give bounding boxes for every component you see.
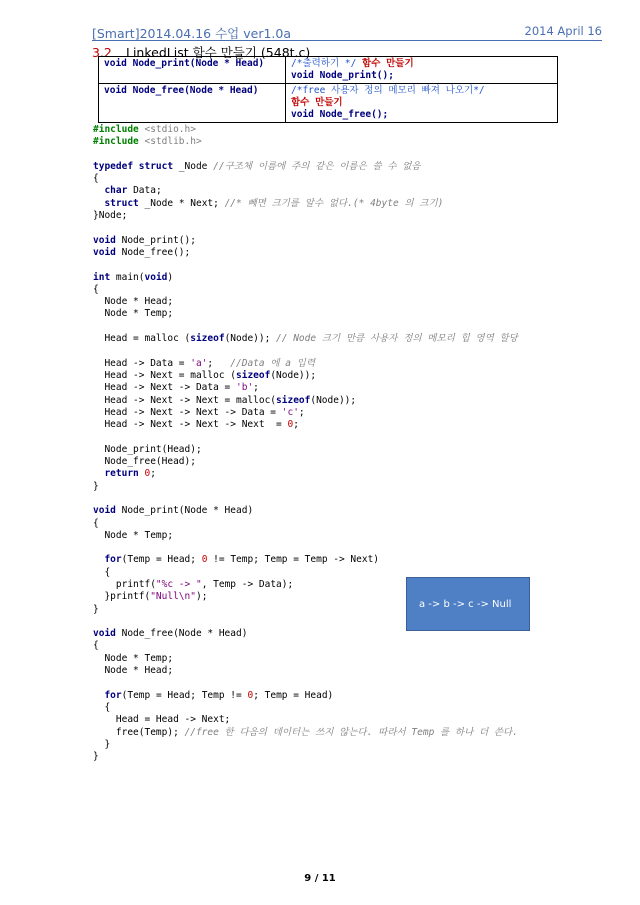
char-literal: 'c' <box>281 406 299 418</box>
numeric-literal: 0 <box>247 689 254 701</box>
page-number: 9 / 11 <box>304 873 336 884</box>
function-description <box>286 84 558 123</box>
code-comment: //free 한 다음의 데이터는 쓰지 않는다. 따라서 Temp 를 하나 더 쓴다. <box>184 726 518 738</box>
code-comment: //Data 에 a 입력 <box>230 357 316 369</box>
section-title: LinkedList 함수 만들기 (548t.c) <box>126 45 311 60</box>
numeric-literal: 0 <box>201 554 208 566</box>
code-comment: // Node 크기 만큼 사용자 정의 메모리 힙 영역 할당 <box>276 333 518 345</box>
page-header <box>92 24 602 41</box>
table-row <box>99 57 558 84</box>
comment-text-red: 함수 만들기 <box>291 97 343 108</box>
function-description <box>286 57 558 84</box>
include-file: <stdio.h> <box>138 124 196 135</box>
function-declaration <box>99 84 286 123</box>
function-declaration <box>99 57 286 84</box>
char-literal: 'a' <box>190 357 208 369</box>
code-comment: //구조체 이름에 주의 같은 이름은 쓸 수 없음 <box>213 160 421 172</box>
string-literal: "Null\n" <box>150 591 196 603</box>
output-note-text: a -> b -> c -> Null <box>419 598 512 610</box>
numeric-literal: 0 <box>144 468 151 480</box>
section-number: 3.2 <box>92 45 112 60</box>
code-listing: #include <stdio.h> #include <stdlib.h> typedef struct _Node //구조체 이름에 주의 같은 이름은 쓸 수 없음 { char Data; struct _Node * Next; //* 빼면 크기를 알수 없다.(* 4byte 의 크기) }Node; void Node_print(); void Node_free(); int main(void) { Node * Head; Node * Temp; Head = malloc (sizeof(Node)); // Node 크기 만큼 사용자 정의 메모리 힙 영역 할당 Head -> Data = 'a'; //Data 에 a 입력 Head -> Next = malloc (sizeof(Node)); Head -> Next -> Data = 'b'; Head -> Next -> Next = malloc(sizeof(Node)); Head -> Next -> Next -> Data = 'c'; Head -> Next -> Next -> Next = 0; Node_print(Head); Node_free(Head); return 0; } void Node_print(Node * Head) { Node * Temp; for(Temp = Head; 0 != Temp; Temp = Temp -> Next) { printf("%c -> ", Temp -> Data); }printf("Null\n"); } void Node_free(Node * Head) { Node * Temp; Node * Head; for(Temp = Head; Temp != 0; Temp = Head) { Head = Head -> Next; free(Temp); //free 한 다음의 데이터는 쓰지 않는다. 따라서 Temp 를 하나 더 쓴다. } } <box>93 124 518 763</box>
comment-text: /*출력하기 */ <box>291 58 357 69</box>
header-date: 2014 April 16 <box>524 24 602 38</box>
function-table <box>98 56 558 123</box>
call-text: void Node_print(); <box>291 70 394 81</box>
decl-text: void Node_print(Node * Head) <box>104 58 265 69</box>
numeric-literal: 0 <box>287 419 294 431</box>
include-directive: #include <box>93 124 139 135</box>
decl-text: void Node_free(Node * Head) <box>104 85 259 96</box>
comment-text-red: 함수 만들기 <box>356 58 414 69</box>
table-row <box>99 84 558 123</box>
include-file: <stdlib.h> <box>138 136 202 148</box>
output-note-box <box>406 577 530 631</box>
call-text: void Node_free(); <box>291 109 389 120</box>
char-literal: 'b' <box>236 382 254 394</box>
header-title: [Smart]2014.04.16 수업 ver1.0a <box>92 26 291 41</box>
code-comment: //* 빼면 크기를 알수 없다.(* 4byte 의 크기) <box>224 197 444 209</box>
string-literal: "%c -> " <box>155 578 202 590</box>
comment-text: /*free 사용자 정의 메모리 빠져 나오기*/ <box>291 85 485 96</box>
include-directive: #include <box>93 136 139 148</box>
